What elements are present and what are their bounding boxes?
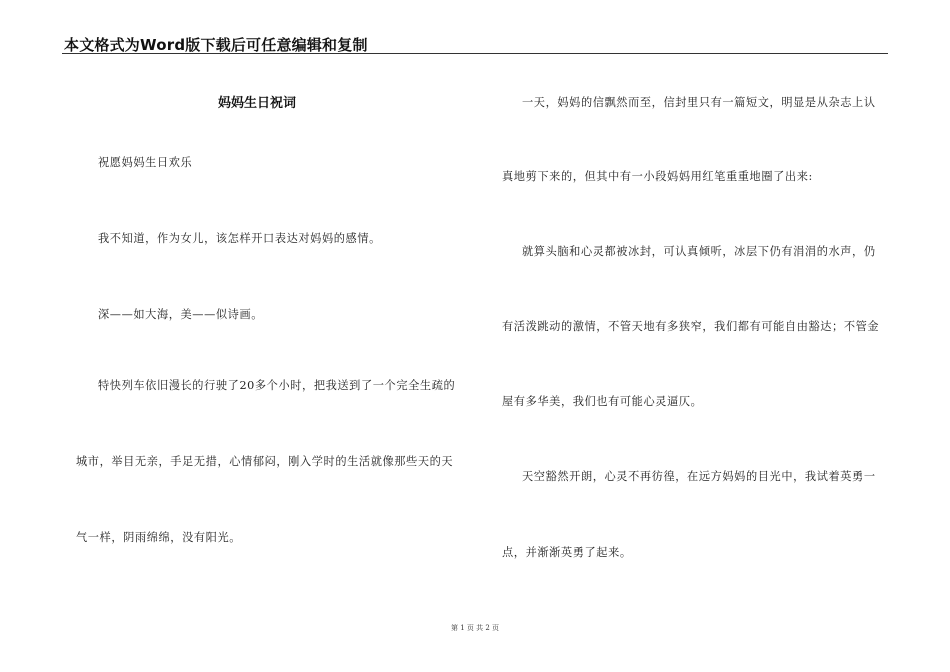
paragraph-line: 深——如大海，美——似诗画。: [98, 308, 264, 321]
paragraph-line: 气一样，阴雨绵绵，没有阳光。: [76, 531, 242, 544]
paragraph-line: 就算头脑和心灵都被冰封，可认真倾听，冰层下仍有涓涓的水声，仍: [522, 245, 876, 258]
paragraph-line: 天空豁然开朗，心灵不再彷徨，在远方妈妈的目光中，我试着英勇一: [522, 470, 876, 483]
paragraph-line: 有活泼跳动的激情，不管天地有多狭窄，我们都有可能自由豁达；不管金: [502, 320, 880, 333]
paragraph-line: 一天，妈妈的信飘然而至，信封里只有一篇短文，明显是从杂志上认: [522, 96, 876, 109]
paragraph-line: 点，并渐渐英勇了起来。: [502, 546, 632, 559]
paragraph-line: 屋有多华美，我们也有可能心灵逼仄。: [502, 395, 703, 408]
paragraph-line: 真地剪下来的，但其中有一小段妈妈用红笔重重地圈了出来:: [502, 170, 813, 183]
paragraph-line: 祝愿妈妈生日欢乐: [98, 156, 193, 169]
paragraph-line: 我不知道，作为女儿，该怎样开口表达对妈妈的感情。: [98, 232, 381, 245]
document-header: 本文格式为Word版下载后可任意编辑和复制: [64, 36, 368, 54]
document-title: 妈妈生日祝词: [218, 96, 297, 111]
paragraph-line: 特快列车依旧漫长的行驶了20多个小时，把我送到了一个完全生疏的: [98, 379, 456, 392]
page-number: 第 1 页 共 2 页: [450, 624, 500, 632]
paragraph-line: 城市，举目无亲，手足无措，心情郁闷，刚入学时的生活就像那些天的天: [76, 455, 454, 468]
header-divider: [62, 53, 888, 54]
